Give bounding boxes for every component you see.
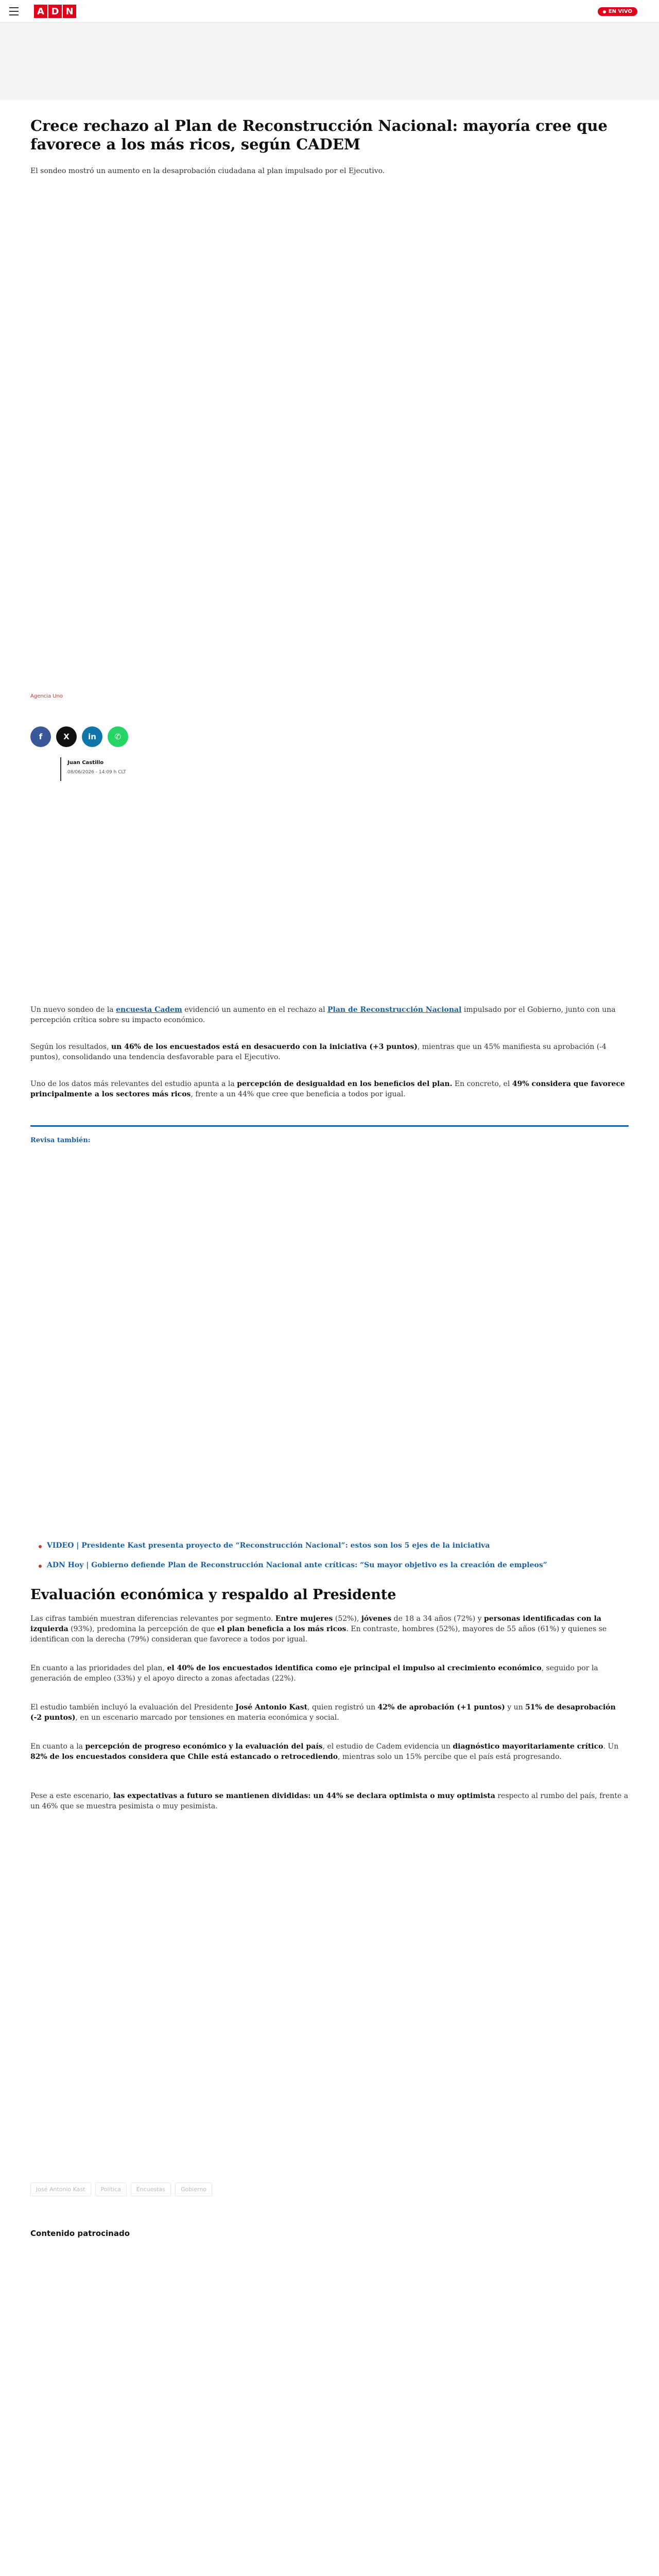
text-run: , mientras que un 45% manifiesta su aprobación (-4 puntos), consolidando una tendencia desfavorable para el Ejecutivo. <box>30 1043 606 1061</box>
text-bold: personas identificadas con la izquierda <box>30 1615 601 1633</box>
text-bold: jóvenes <box>361 1615 392 1623</box>
logo-letter: A <box>34 5 47 18</box>
text-run: de 18 a 34 años (72%) y <box>391 1615 484 1623</box>
text-bold: el plan beneficia a los más ricos <box>217 1625 346 1633</box>
text-run: En cuanto a la <box>30 1742 85 1751</box>
plan-link[interactable]: Plan de Reconstrucción Nacional <box>327 1006 462 1014</box>
author-name[interactable]: Juan Castillo <box>67 760 104 766</box>
sponsored-heading: Contenido patrocinado <box>30 2229 130 2238</box>
text-bold: un 46% de los encuestados está en desacuerdo con la iniciativa (+3 puntos) <box>111 1043 418 1051</box>
text-run: , quien registró un <box>307 1703 378 1711</box>
text-run: En concreto, el <box>452 1080 512 1088</box>
text-run: El estudio también incluyó la evaluación del Presidente <box>30 1703 236 1711</box>
tag[interactable]: Política <box>95 2182 127 2196</box>
revisa-tambien-label: Revisa también: <box>30 1137 91 1144</box>
section-heading: Evaluación económica y respaldo al Presidente <box>30 1587 396 1603</box>
text-run: Las cifras también muestran diferencias relevantes por segmento. <box>30 1615 275 1623</box>
linkedin-share-icon[interactable]: in <box>82 726 102 747</box>
paragraph <box>30 1005 629 1025</box>
image-caption: Agencia Uno <box>30 693 63 699</box>
logo-letter: D <box>48 5 62 18</box>
paragraph <box>30 1663 629 1684</box>
text-run: , el estudio de Cadem evidencia un <box>322 1742 453 1751</box>
whatsapp-share-icon[interactable]: ✆ <box>108 726 128 747</box>
publish-date: 08/06/2026 - 14:09 h CLT <box>67 770 126 775</box>
paragraph <box>30 1042 629 1062</box>
byline <box>60 757 126 781</box>
text-bold: 49% considera que favorece principalmente a los sectores más ricos <box>30 1080 625 1098</box>
article-subhead: El sondeo mostró un aumento en la desaprobación ciudadana al plan impulsado por el Ejecutivo. <box>30 167 385 175</box>
text-run: En cuanto a las prioridades del plan, <box>30 1664 167 1672</box>
text-bold: percepción de progreso económico y la evaluación del país <box>85 1742 323 1751</box>
text-run: Según los resultados, <box>30 1043 111 1051</box>
paragraph <box>30 1741 629 1762</box>
tag[interactable]: José Antonio Kast <box>30 2182 91 2196</box>
tag[interactable]: Encuestas <box>131 2182 171 2196</box>
text-run: Un nuevo sondeo de la <box>30 1006 116 1014</box>
paragraph <box>30 1079 629 1099</box>
text-bold: las expectativas a futuro se mantienen divididas: un 44% se declara optimista o muy optimista <box>113 1792 495 1800</box>
live-dot-icon <box>603 10 606 13</box>
text-run: evidenció un aumento en el rechazo al <box>182 1006 328 1014</box>
text-run: , mientras solo un 15% percibe que el país está progresando. <box>338 1753 562 1761</box>
share-buttons <box>30 726 128 747</box>
text-bold: percepción de desigualdad en los beneficios del plan. <box>237 1080 453 1088</box>
paragraph <box>30 1614 629 1645</box>
facebook-share-icon[interactable]: f <box>30 726 51 747</box>
text-bold: Entre mujeres <box>275 1615 333 1623</box>
text-run: . En contraste, hombres (52%), mayores de 55 años (61%) y quienes se identifican con la derecha (79%) consideran que favorece a todos por igual. <box>30 1625 607 1643</box>
paragraph <box>30 1791 629 1811</box>
text-run: Pese a este escenario, <box>30 1792 114 1800</box>
text-run: . Un <box>603 1742 619 1751</box>
top-ad-slot <box>0 23 659 100</box>
text-run: impulsado por el Gobierno, junto con una percepción crítica sobre su impacto económico. <box>30 1006 616 1024</box>
menu-icon[interactable] <box>9 7 19 15</box>
top-navigation-bar <box>0 0 659 23</box>
text-run: respecto al rumbo del país, frente a un 46% que se muestra pesimista o muy pesimista. <box>30 1792 629 1810</box>
text-bold: 42% de aprobación (+1 puntos) <box>377 1703 505 1711</box>
tag[interactable]: Gobierno <box>175 2182 212 2196</box>
x-share-icon[interactable]: X <box>56 726 77 747</box>
paragraph <box>30 1702 629 1723</box>
article-headline: Crece rechazo al Plan de Reconstrucción Nacional: mayoría cree que favorece a los más ricos, según CADEM <box>30 117 608 153</box>
divider <box>30 1125 629 1127</box>
text-bold: 51% de desaprobación (-2 puntos) <box>30 1703 616 1722</box>
live-label: EN VIVO <box>608 9 632 14</box>
related-link[interactable]: VIDEO | Presidente Kast presenta proyecto de “Reconstrucción Nacional”: estos son los 5 ejes de la iniciativa <box>47 1541 490 1550</box>
tag-list <box>30 2182 212 2196</box>
text-bold: diagnóstico mayoritariamente crítico <box>453 1742 603 1751</box>
text-run: , frente a un 44% que cree que beneficia a todos por igual. <box>190 1090 406 1098</box>
logo-letter: N <box>63 5 76 18</box>
text-bold: el 40% de los encuestados identifica como eje principal el impulso al crecimiento económico <box>167 1664 542 1672</box>
text-run: , seguido por la generación de empleo (33%) y el apoyo directo a zonas afectadas (22%). <box>30 1664 598 1683</box>
related-link[interactable]: ADN Hoy | Gobierno defiende Plan de Reconstrucción Nacional ante críticas: “Su mayor objetivo es la creación de empleos” <box>47 1561 547 1569</box>
live-radio-button[interactable] <box>598 7 637 16</box>
text-run: , en un escenario marcado por tensiones en materia económica y social. <box>75 1714 339 1722</box>
hero-image <box>30 185 629 685</box>
text-run: Uno de los datos más relevantes del estudio apunta a la <box>30 1080 237 1088</box>
text-run: y un <box>505 1703 526 1711</box>
cadem-link[interactable]: encuesta Cadem <box>116 1006 182 1014</box>
text-bold: José Antonio Kast <box>235 1703 308 1711</box>
text-run: (93%), predomina la percepción de que <box>68 1625 217 1633</box>
text-run: (52%), <box>333 1615 361 1623</box>
text-bold: 82% de los encuestados considera que Chile está estancado o retrocediendo <box>30 1753 338 1761</box>
site-logo[interactable] <box>34 5 76 18</box>
